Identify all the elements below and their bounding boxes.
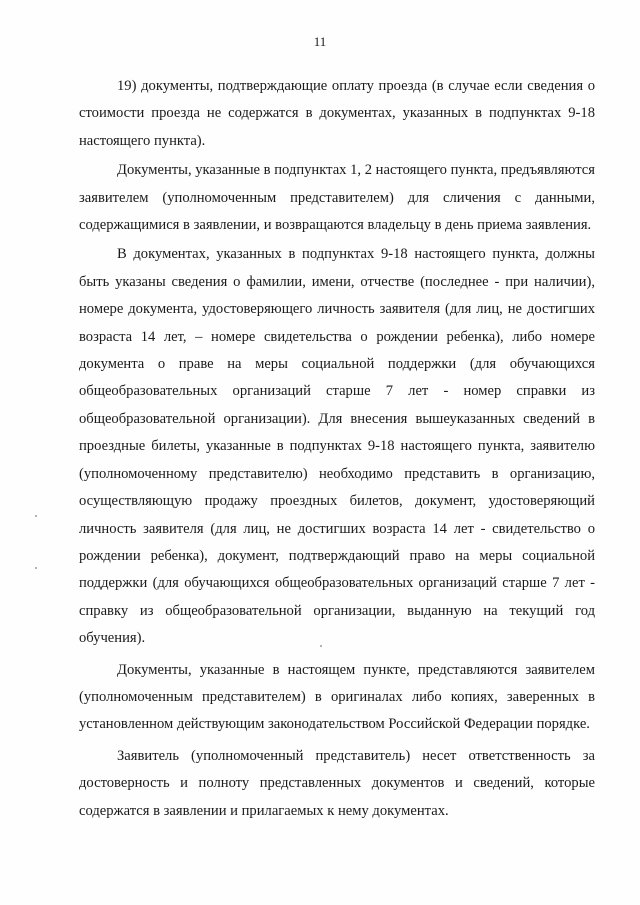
page-number: 11 [313,34,327,49]
scan-artifact [320,645,322,647]
paragraph-required-details: В документах, указанных в подпунктах 9-18 настоящего пункта, должны быть указаны сведения о фамилии, имени, отчестве (последнее - при наличии), номере документа, удостоверяющего личность заявителя (для лиц, не достигших возраста 14 лет, – номере свидетельства о рождении ребенка), либо номере документа о праве на меры социальной поддержки (для обучающихся общеобразовательных организаций старше 7 лет - номер справки из общеобразовательной организации). Для внесения вышеуказанных сведений в проездные билеты, указанные в подпунктах 9-18 настоящего пункта, заявителю (уполномоченному представителю) необходимо представить в организацию, осуществляющую продажу проездных билетов, документ, удостоверяющий личность заявителя (для лиц, не достигших возраста 14 лет - свидетельство о рождении ребенка), документ, подтверждающий право на меры социальной поддержки (для обучающихся общеобразовательных организаций старше 7 лет - справку из общеобразовательной организации, выданную на текущий год обучения). [79,246,595,647]
scan-artifact [35,567,37,569]
paragraph-documents-presented: Документы, указанные в подпунктах 1, 2 настоящего пункта, предъявляются заявителем (уполномоченным представителем) для сличения с данными, содержащимися в заявлении, и возвращаются владельцу в день приема заявления. [79,162,595,234]
paragraph-originals-copies: Документы, указанные в настоящем пункте, представляются заявителем (уполномоченным представителем) в оригиналах либо копиях, заверенных в установленном действующим законодательством Российской Федерации порядке. [79,661,595,733]
paragraph-item-19: 19) документы, подтверждающие оплату проезда (в случае если сведения о стоимости проезда не содержатся в документах, указанных в подпунктах 9-18 настоящего пункта). [79,78,595,149]
paragraph-responsibility: Заявитель (уполномоченный представитель) несет ответственность за достоверность и полноту представленных документов и сведений, которые содержатся в заявлении и прилагаемых к нему документах. [79,747,595,819]
document-body [79,73,595,825]
scan-artifact [35,515,37,517]
